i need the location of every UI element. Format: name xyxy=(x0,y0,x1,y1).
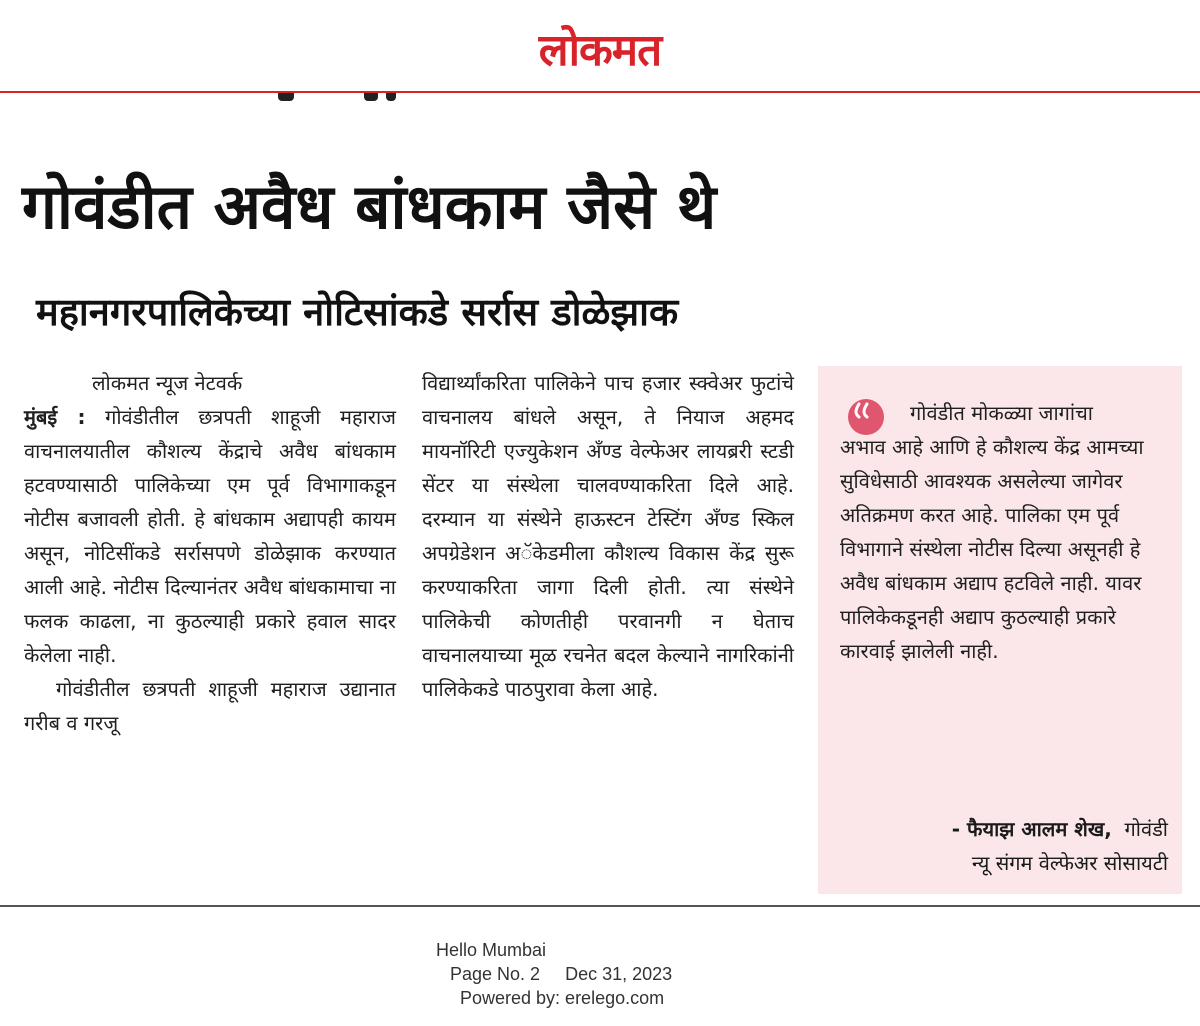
newspaper-logo: लोकमत xyxy=(538,25,662,76)
paragraph-2-start: गोवंडीतील छत्रपती शाहूजी महाराज उद्यानात गरीब व गरजू xyxy=(24,677,396,735)
pull-quote-box xyxy=(818,366,1182,894)
masthead xyxy=(0,0,1200,92)
attribution-org: न्यू संगम वेल्फेअर सोसायटी xyxy=(971,851,1168,875)
footer xyxy=(380,938,800,1010)
paragraph-1 xyxy=(24,400,396,672)
article-column-1 xyxy=(24,366,396,740)
paragraph-2-continued: विद्यार्थ्यांकरिता पालिकेने पाच हजार स्क्वेअर फुटांचे वाचनालय बांधले असून, ते नियाज अहमद मायनॉरिटी एज्युकेशन अँण्ड वेल्फेअर लायब्ररी स्टडी सेंटर या संस्थेला चालवण्याकरिता दिले आहे. दरम्यान या संस्थेने हाऊस्टन टेस्टिंग अँण्ड स्किल अपग्रेडेशन अॅकेडमीला कौशल्य विकास केंद्र सुरू करण्याकरिता जागा दिली होती. त्या संस्थेने पालिकेची कोणतीही परवानगी न घेताच वाचनालयाच्या मूळ रचनेत बदल केल्याने नागरिकांनी पालिकेकडे पाठपुरावा केला आहे. xyxy=(422,371,794,701)
clipping-edge xyxy=(0,905,1200,907)
byline: लोकमत न्यूज नेटवर्क xyxy=(92,371,243,395)
quote-attribution xyxy=(868,812,1168,880)
footer-powered-by: Powered by: erelego.com xyxy=(460,988,665,1008)
article-column-2 xyxy=(422,366,794,706)
cropped-text-remnant xyxy=(268,93,408,103)
masthead-rule xyxy=(0,91,1200,93)
attribution-place: गोवंडी xyxy=(1124,817,1168,841)
dateline: मुंबई : xyxy=(24,405,86,429)
pull-quote-first-line: गोवंडीत मोकळ्या जागांचा xyxy=(910,401,1093,425)
subheadline: महानगरपालिकेच्या नोटिसांकडे सर्रास डोळेझाक xyxy=(36,290,679,334)
footer-page-date: Page No. 2 Dec 31, 2023 xyxy=(450,964,673,984)
pull-quote-text xyxy=(840,396,1170,668)
footer-edition: Hello Mumbai xyxy=(436,940,547,960)
paragraph-1-text: गोवंडीतील छत्रपती शाहूजी महाराज वाचनालयातील कौशल्य केंद्राचे अवैध बांधकाम हटवण्यासाठी पालिकेच्या एम पूर्व विभागाकडून नोटीस बजावली होती. हे बांधकाम अद्यापही कायम असून, नोटिसींकडे सर्रासपणे डोळेझाक करण्यात आली आहे. नोटीस दिल्यानंतर अवैध बांधकामाचा ना फलक काढला, ना कुठल्याही प्रकारे हवाल सादर केलेला नाही. xyxy=(24,405,396,667)
attribution-name: - फैयाझ आलम शेख, xyxy=(951,817,1112,841)
pull-quote-body: अभाव आहे आणि हे कौशल्य केंद्र आमच्या सुविधेसाठी आवश्यक असलेल्या जागेवर अतिक्रमण करत आहे. पालिका एम पूर्व विभागाने संस्थेला नोटीस दिल्या असूनही हे अवैध बांधकाम अद्याप हटविले नाही. यावर पालिकेकडूनही अद्याप कुठल्याही प्रकारे कारवाई झालेली नाही. xyxy=(840,435,1144,663)
headline: गोवंडीत अवैध बांधकाम जैसे थे xyxy=(22,170,717,243)
